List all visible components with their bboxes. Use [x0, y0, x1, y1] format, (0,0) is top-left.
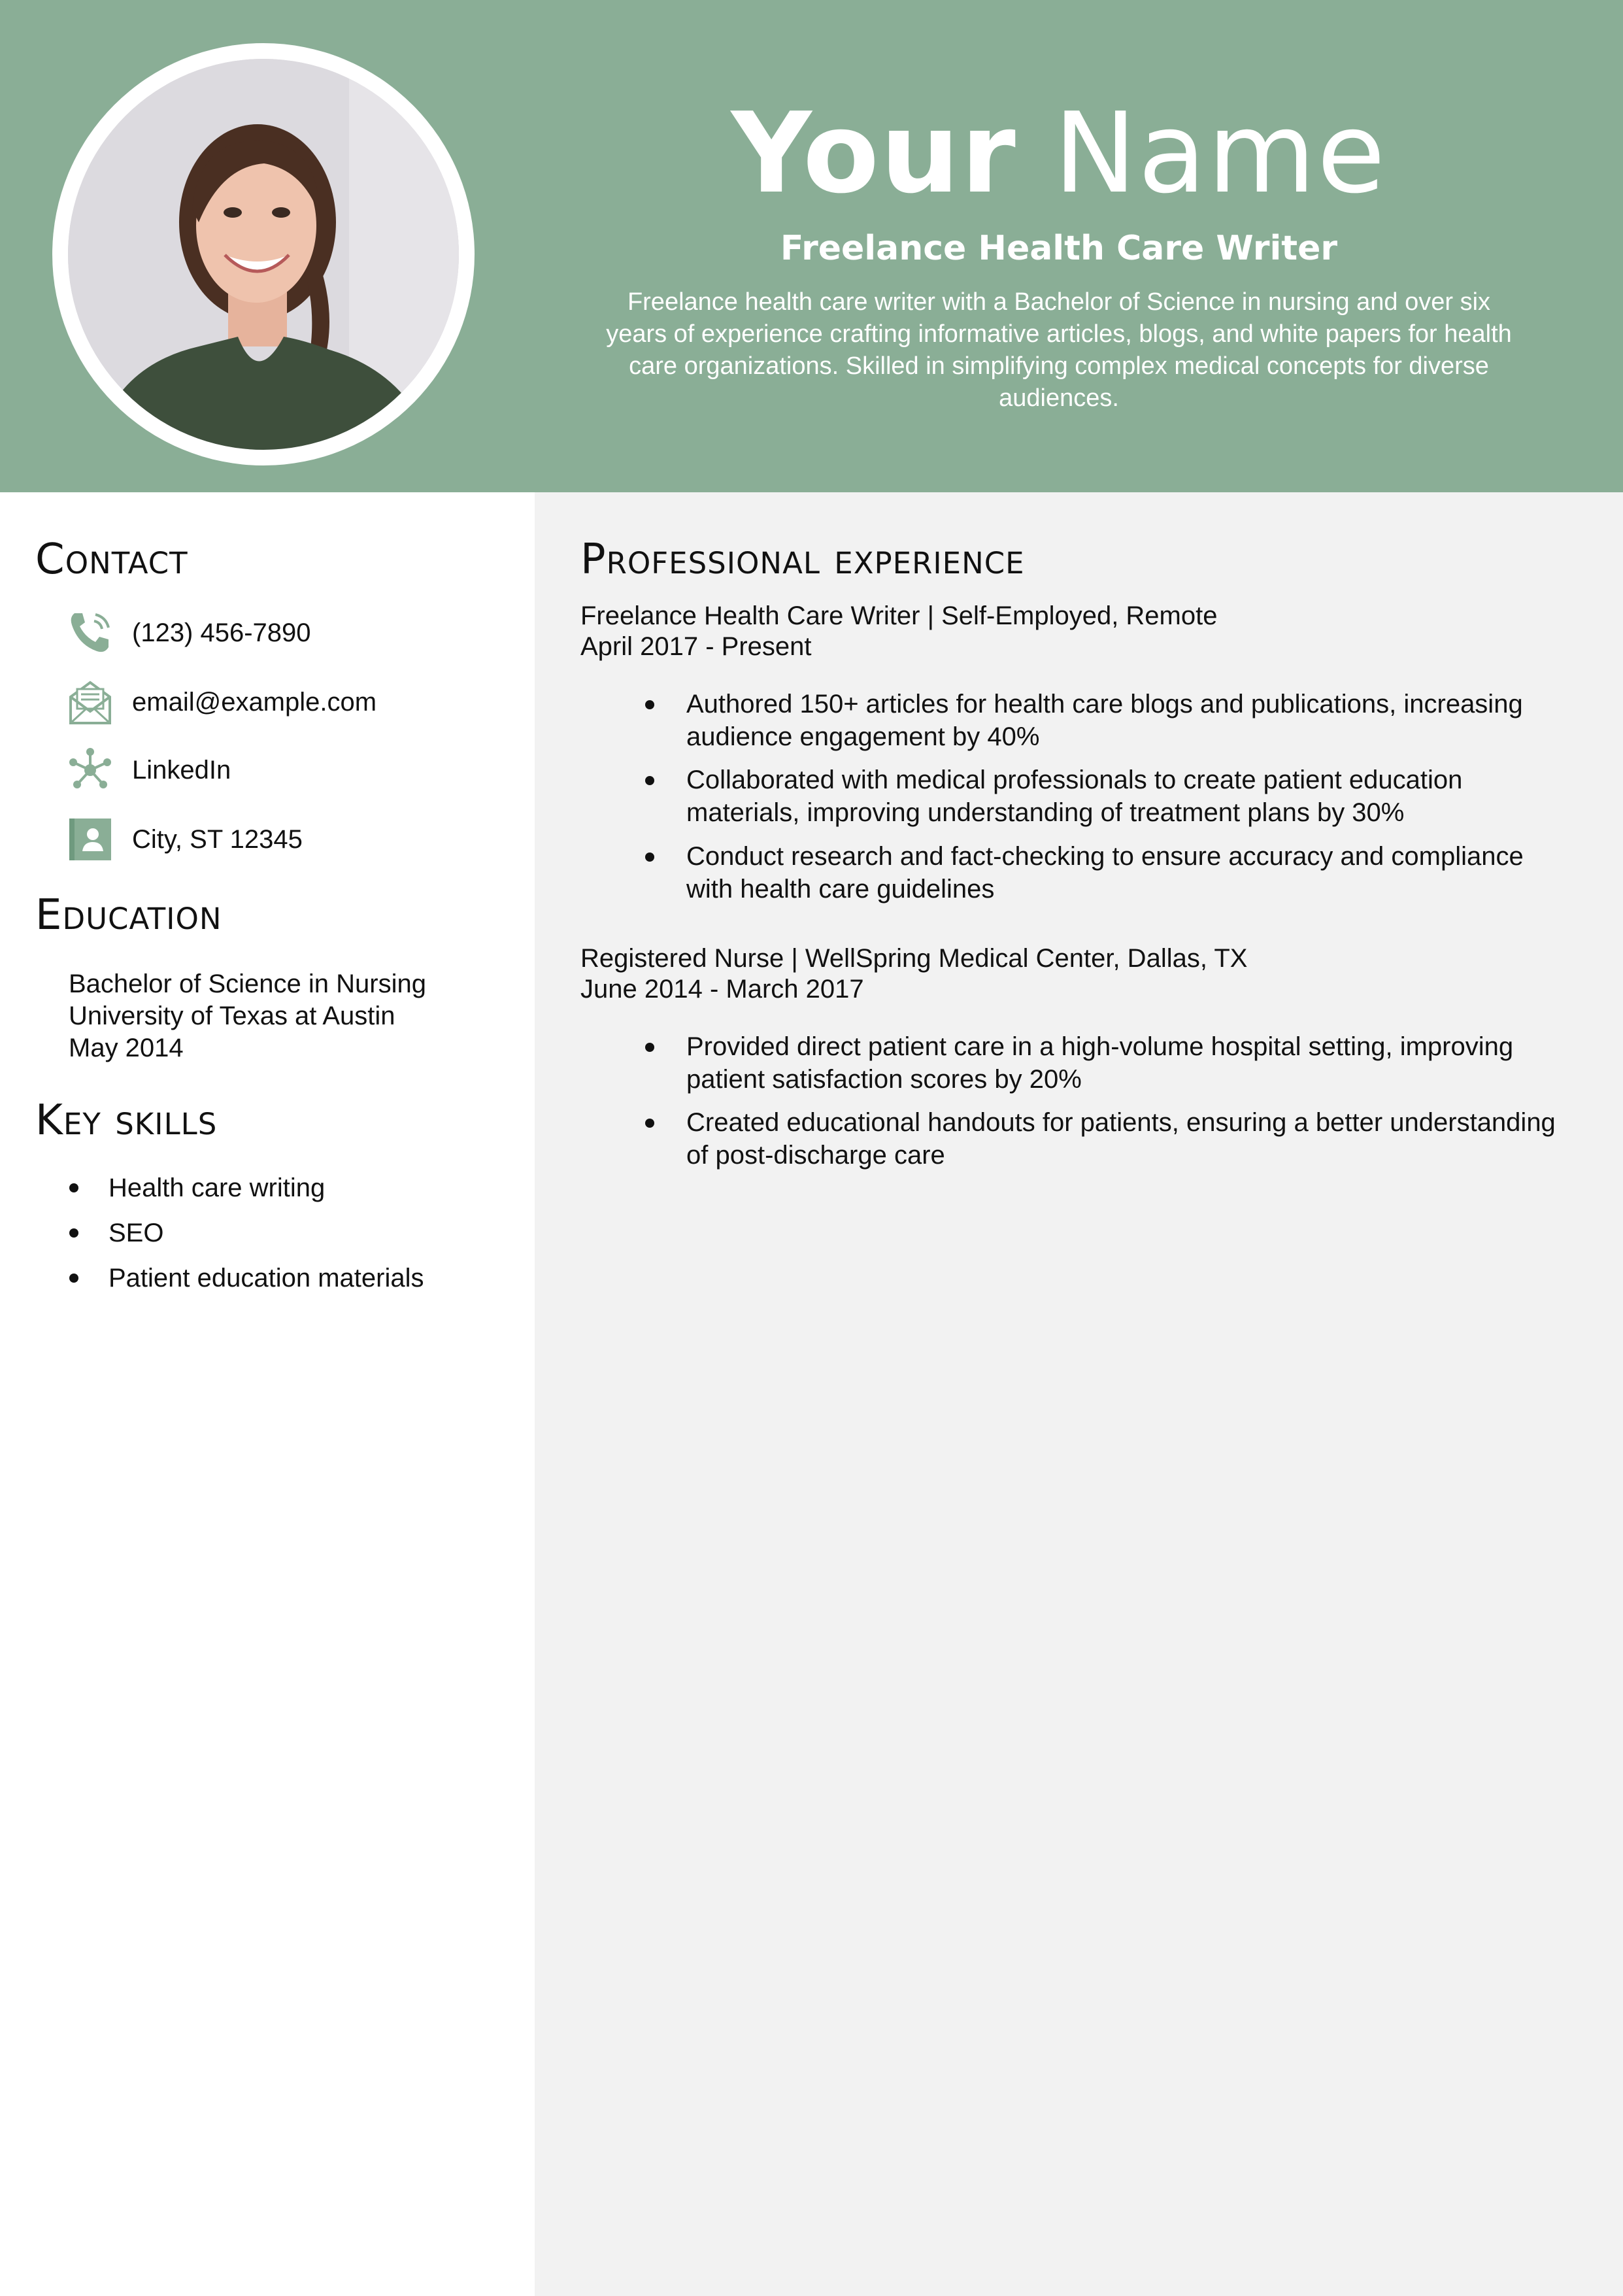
contact-email: [65, 677, 523, 730]
phone-text: (123) 456-7890: [132, 618, 311, 647]
job-1-title: Freelance Health Care Writer | Self-Employed, Remote: [580, 601, 1218, 630]
education-school: University of Texas at Austin: [69, 1002, 395, 1030]
phone-icon: [65, 608, 115, 658]
education-heading: Education: [35, 891, 222, 939]
email-text: email@example.com: [132, 688, 377, 717]
bullet-dot: [645, 776, 654, 785]
experience-heading: Professional experience: [580, 535, 1025, 584]
skills-heading: Key skills: [35, 1096, 218, 1145]
bullet-dot: [645, 1043, 654, 1052]
education-date: May 2014: [69, 1034, 184, 1062]
education-degree: Bachelor of Science in Nursing: [69, 970, 426, 998]
header-banner: [0, 0, 1623, 492]
job-1-dates: April 2017 - Present: [580, 632, 812, 661]
contact-heading: Contact: [35, 535, 188, 584]
job-2-dates: June 2014 - March 2017: [580, 975, 864, 1004]
bullet-dot: [645, 853, 654, 862]
skill-text: Health care writing: [109, 1173, 326, 1202]
contact-address: [65, 815, 523, 867]
job-1-bullet: [641, 840, 1569, 905]
linkedin-text: LinkedIn: [132, 756, 231, 785]
job-2-bullet: [641, 1106, 1569, 1172]
bullet-text: Provided direct patient care in a high-volume hospital setting, improving patient satisfaction scores by 20%: [686, 1032, 1514, 1094]
job-2-bullet: [641, 1030, 1569, 1096]
address-text: City, ST 12345: [132, 825, 303, 854]
profile-photo-frame: [52, 43, 475, 465]
bullet-dot: [69, 1228, 78, 1238]
bullet-text: Authored 150+ articles for health care blogs and publications, increasing audience engagement by 40%: [686, 690, 1523, 751]
address-card-icon: [65, 815, 115, 864]
bullet-dot: [645, 700, 654, 709]
network-icon: [65, 745, 115, 795]
job-1-bullet: [641, 688, 1569, 753]
last-name: Name: [1053, 89, 1387, 218]
skill-text: SEO: [109, 1219, 164, 1247]
bullet-dot: [69, 1183, 78, 1192]
skill-text: Patient education materials: [109, 1264, 424, 1292]
first-name: Your: [731, 89, 1017, 218]
bullet-dot: [69, 1274, 78, 1283]
profile-photo: [68, 59, 459, 450]
profile-summary: Freelance health care writer with a Bachelor of Science in nursing and over six years of experience crafting informative articles, blogs, and white papers for health care organizations. Skilled in simplifying complex medical concepts for diverse audiences.: [606, 288, 1512, 412]
bullet-text: Conduct research and fact-checking to ensure accuracy and compliance with health care guidelines: [686, 842, 1524, 903]
bullet-dot: [645, 1119, 654, 1128]
bullet-text: Collaborated with medical professionals to create patient education materials, improving understanding of treatment plans by 30%: [686, 766, 1463, 827]
right-column: [535, 492, 1623, 2296]
job-1-bullet: [641, 764, 1569, 829]
candidate-name: [575, 89, 1543, 218]
contact-linkedin: [65, 745, 523, 798]
job-title-heading: Freelance Health Care Writer: [780, 229, 1338, 268]
contact-phone: [65, 608, 523, 660]
bullet-text: Created educational handouts for patients, ensuring a better understanding of post-discharge care: [686, 1108, 1556, 1170]
portrait-image: [68, 59, 459, 450]
envelope-icon: [65, 677, 115, 727]
job-2-title: Registered Nurse | WellSpring Medical Center, Dallas, TX: [580, 944, 1248, 973]
